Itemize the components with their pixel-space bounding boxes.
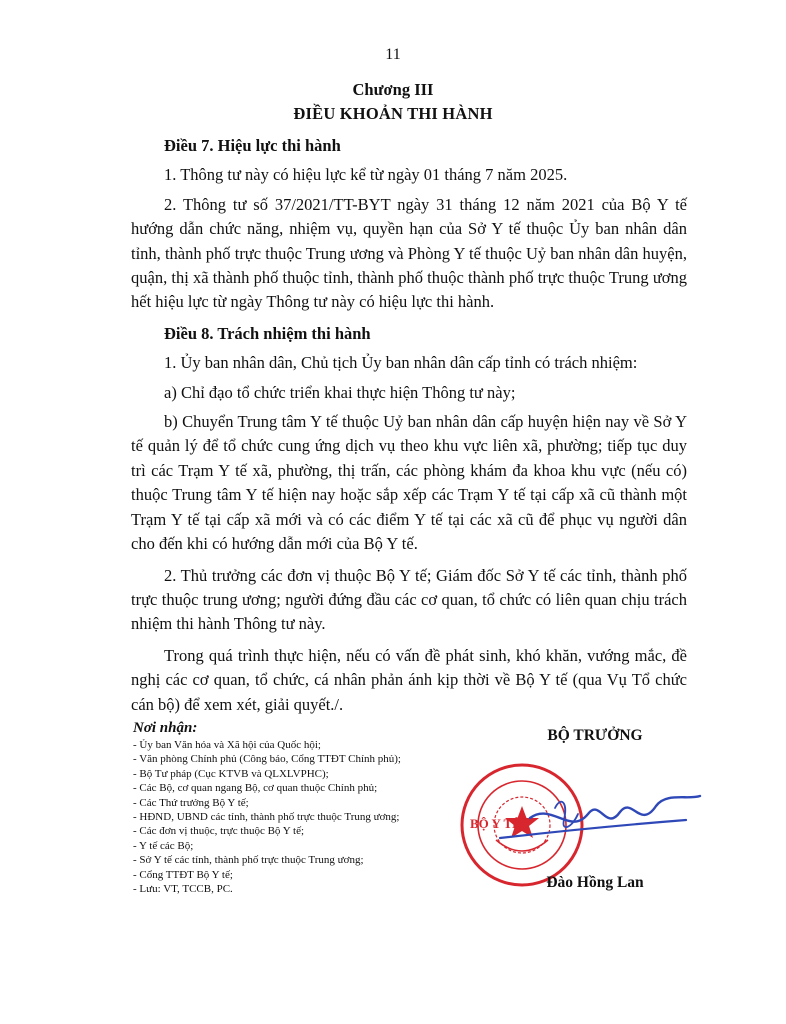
article-7-title: Điều 7. Hiệu lực thi hành <box>164 136 341 155</box>
recipient-item: - Bộ Tư pháp (Cục KTVB và QLXLVPHC); <box>133 767 329 780</box>
signer-position: BỘ TRƯỞNG <box>547 727 643 744</box>
article-8-clause-1a: a) Chỉ đạo tổ chức triển khai thực hiện Thông tư này; <box>164 382 516 402</box>
article-8-clause-2: 2. Thủ trưởng các đơn vị thuộc Bộ Y tế; Giám đốc Sở Y tế các tỉnh, thành phố trực thuộc trung ương; người đứng đầu các cơ quan, tổ chức có liên quan chịu trách nhiệm thi hành Thông tư này. <box>131 565 687 634</box>
recipient-item: - Các Thứ trưởng Bộ Y tế; <box>133 796 249 809</box>
recipients-list <box>133 738 473 896</box>
article-8-title: Điều 8. Trách nhiệm thi hành <box>164 323 371 343</box>
recipient-item: - Lưu: VT, TCCB, PC. <box>133 883 233 896</box>
recipient-item: - HĐND, UBND các tỉnh, thành phố trực thuộc Trung ương; <box>133 811 400 824</box>
recipients-title: Nơi nhận: <box>133 720 198 736</box>
article-7-clause-1: 1. Thông tư này có hiệu lực kể từ ngày 01 tháng 7 năm 2025. <box>164 165 568 185</box>
signer-name: Đào Hồng Lan <box>546 874 644 891</box>
recipient-item: - Các đơn vị thuộc, trực thuộc Bộ Y tế; <box>133 825 305 838</box>
page-number: 11 <box>385 46 401 63</box>
recipient-item: - Các Bộ, cơ quan ngang Bộ, cơ quan thuộc Chính phủ; <box>133 782 378 795</box>
seal-text: BỘ Y TẾ <box>470 816 521 831</box>
recipient-item: - Y tế các Bộ; <box>133 839 194 852</box>
article-8-clause-1b: b) Chuyển Trung tâm Y tế thuộc Uỷ ban nhân dân cấp huyện hiện nay về Sở Y tế quản lý để tổ chức cung ứng dịch vụ theo khu vực liên xã, phường; tiếp tục duy trì các Trạm Y tế xã, phường, thị trấn, các phòng khám đa khoa khu vực (nếu có) thuộc Trung tâm Y tế hiện nay hoặc sắp xếp các Trạm Y tế tại cấp xã cũ thành một Trạm Y tế tại cấp xã mới và có các điểm Y tế tại các xã cũ để phục vụ người dân cho đến khi có hướng dẫn mới của Bộ Y tế. <box>131 412 687 554</box>
recipient-item: - Cổng TTĐT Bộ Y tế; <box>133 868 233 881</box>
recipient-item: - Sở Y tế các tỉnh, thành phố trực thuộc Trung ương; <box>133 854 364 867</box>
chapter-title: Chương III <box>352 80 434 99</box>
closing-paragraph: Trong quá trình thực hiện, nếu có vấn đề phát sinh, khó khăn, vướng mắc, đề nghị các cơ quan, tổ chức, cá nhân phản ánh kịp thời về Bộ Y tế (qua Vụ Tổ chức cán bộ) để xem xét, giải quyết./. <box>131 645 687 714</box>
recipient-item: - Ủy ban Văn hóa và Xã hội của Quốc hội; <box>133 739 321 751</box>
recipient-item: - Văn phòng Chính phủ (Công báo, Cổng TTĐT Chính phủ); <box>133 753 401 766</box>
chapter-heading: ĐIỀU KHOẢN THI HÀNH <box>293 104 493 123</box>
recipients-block <box>133 720 473 896</box>
document-body <box>131 134 687 717</box>
article-7-clause-2: 2. Thông tư số 37/2021/TT-BYT ngày 31 tháng 12 năm 2021 của Bộ Y tế hướng dẫn chức năng, nhiệm vụ, quyền hạn của Sở Y tế thuộc Ủy ban nhân dân tỉnh, thành phố trực thuộc Trung ương và Phòng Y tế thuộc Uỷ ban nhân dân huyện, quận, thị xã thành phố thuộc tỉnh, thành phố thuộc thành phố trực thuộc Trung ương hết hiệu lực từ ngày Thông tư này có hiệu lực thi hành. <box>131 194 687 312</box>
article-8-clause-1: 1. Ủy ban nhân dân, Chủ tịch Ủy ban nhân dân cấp tỉnh có trách nhiệm: <box>164 353 638 373</box>
